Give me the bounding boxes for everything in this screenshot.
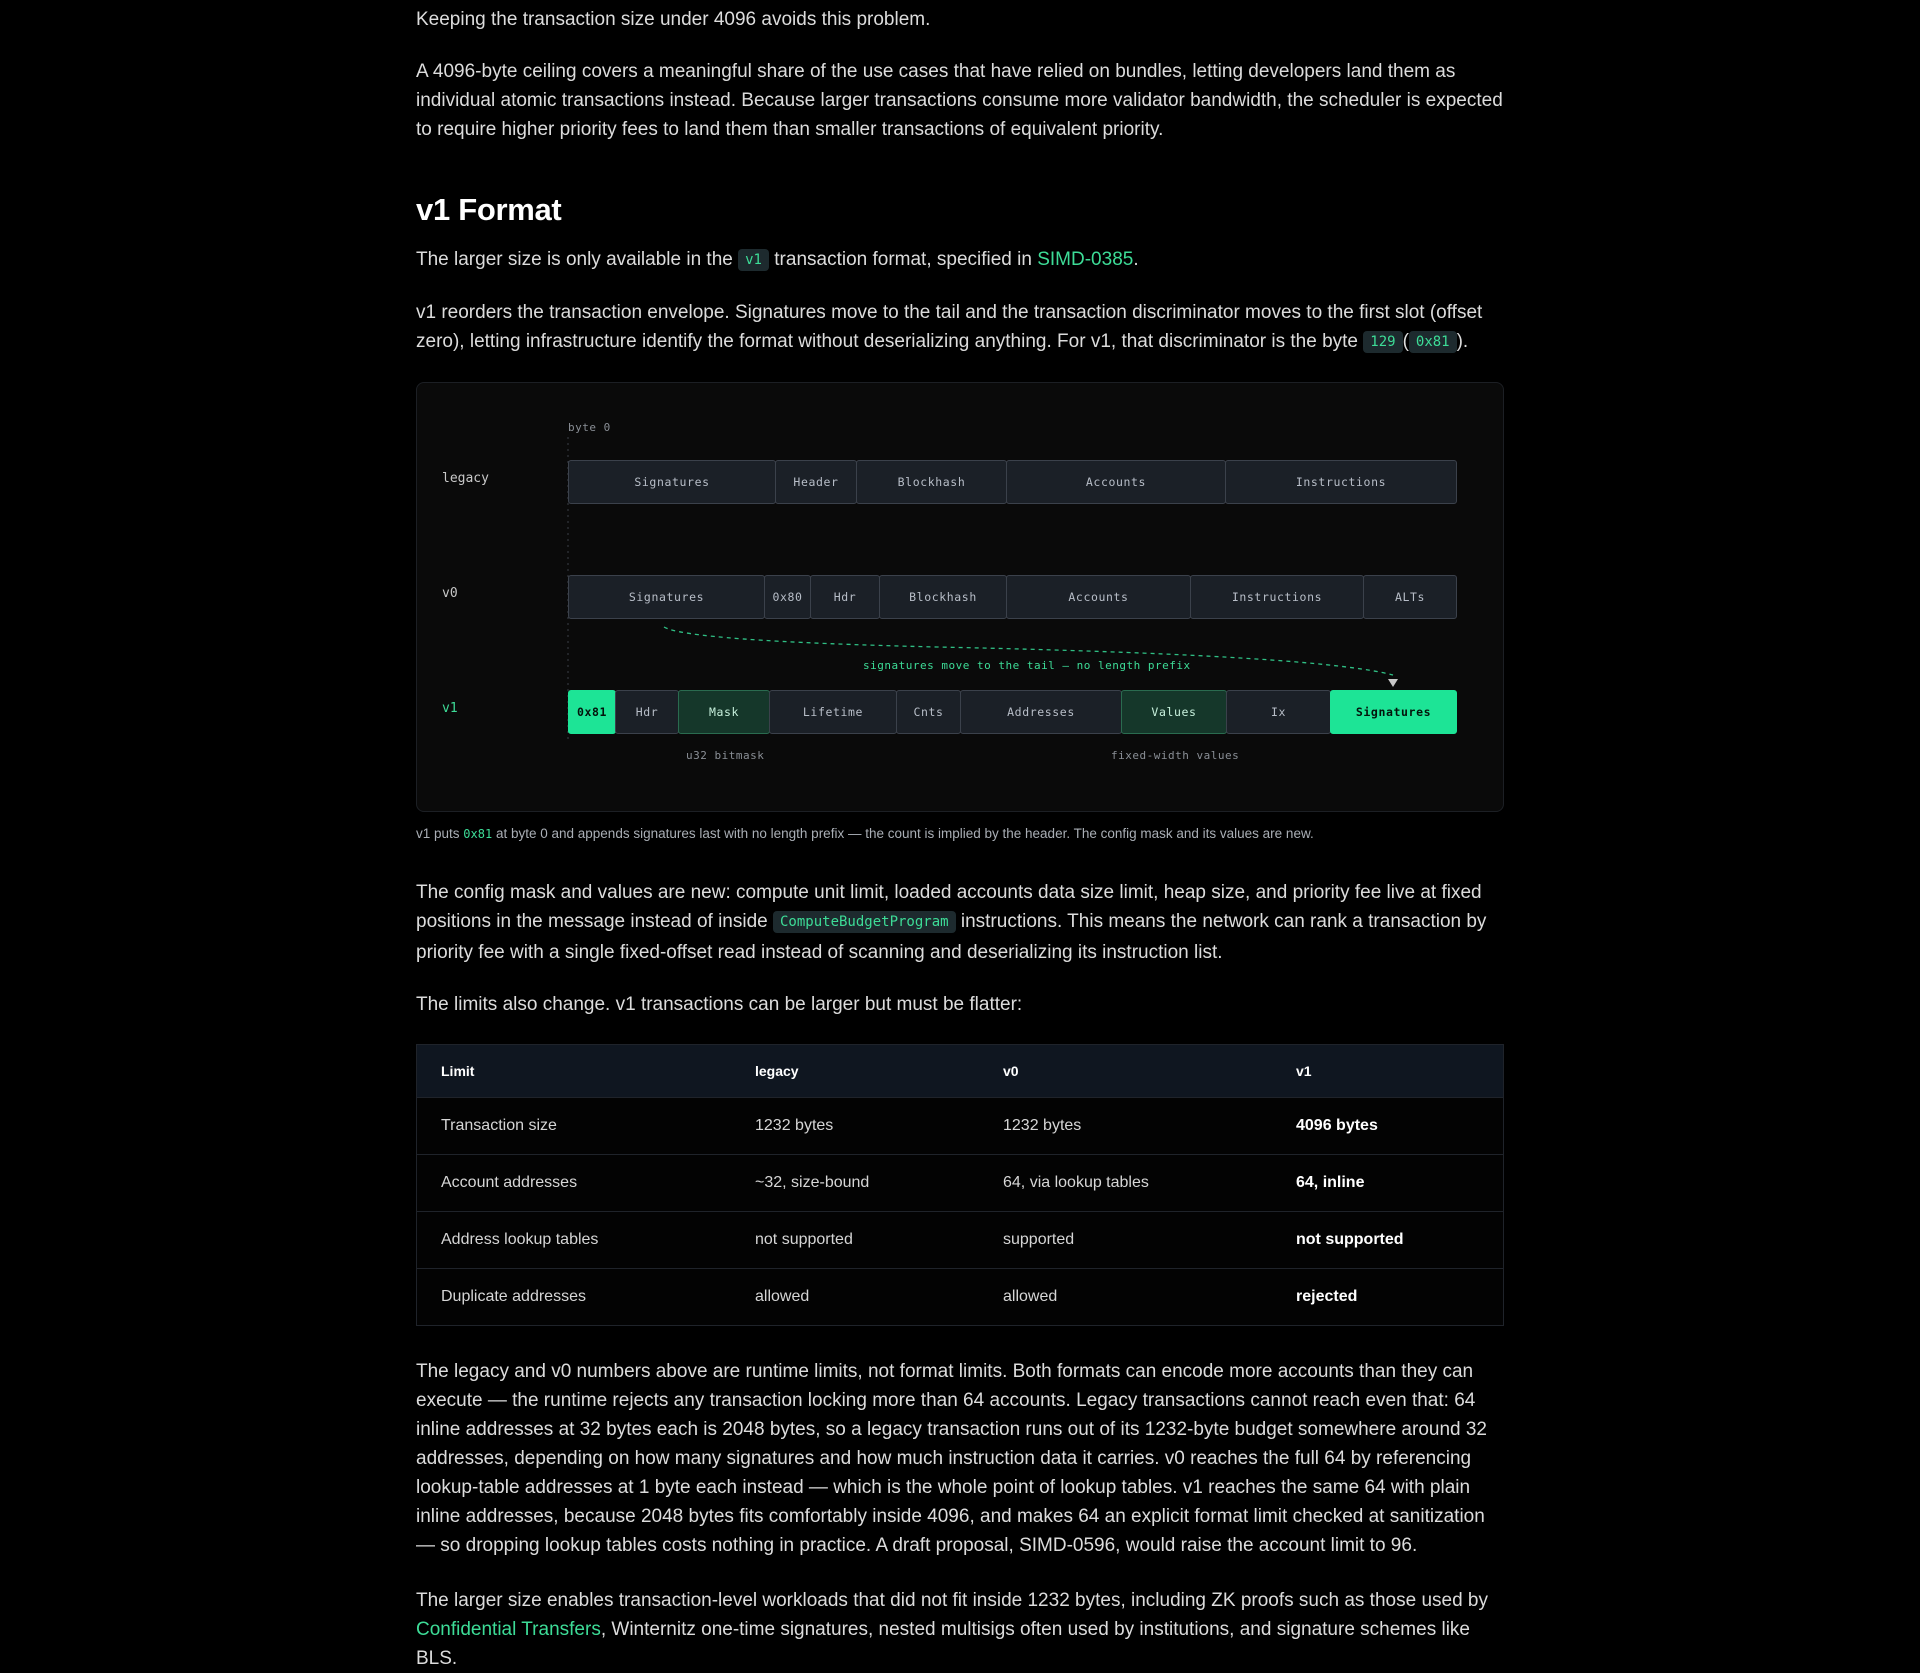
v1-hdr-segment: Hdr: [615, 690, 679, 734]
row-label-legacy: legacy: [442, 471, 489, 486]
row-label-v0: v0: [442, 586, 458, 601]
discriminator-text: v1 reorders the transaction envelope. Signatures move to the tail and the transaction discriminator moves to the first slot (offset zero), letting infrastructure identify the format without deserializing anything. For v1, that discriminator is the byte: [416, 302, 1483, 352]
arrow-note: signatures move to the tail — no length prefix: [863, 659, 1191, 672]
row-label-v1: v1: [442, 701, 458, 716]
table-row: [417, 1269, 1504, 1326]
cell-v0: allowed: [979, 1269, 1272, 1326]
cell-v0: 1232 bytes: [979, 1098, 1272, 1155]
v0-blockhash-segment: Blockhash: [879, 575, 1007, 619]
discriminator-paragraph: [416, 298, 1504, 358]
header-limit: Limit: [417, 1045, 732, 1098]
simd-0385-link[interactable]: SIMD-0385: [1037, 249, 1134, 270]
legacy-instructions-segment: Instructions: [1225, 460, 1457, 504]
limits-table: [416, 1044, 1504, 1326]
table-header-row: [417, 1045, 1504, 1098]
section-heading: v1 Format: [416, 192, 562, 227]
cell-limit: Transaction size: [417, 1098, 732, 1155]
cell-v1: 4096 bytes: [1272, 1098, 1504, 1155]
header-v1: v1: [1272, 1045, 1504, 1098]
v1-code: v1: [738, 249, 769, 271]
confidential-transfers-link[interactable]: Confidential Transfers: [416, 1619, 601, 1640]
v1-counts-segment: Cnts: [896, 690, 961, 734]
header-legacy: legacy: [731, 1045, 979, 1098]
cell-v0: 64, via lookup tables: [979, 1155, 1272, 1212]
format-text-b: transaction format, specified in: [774, 249, 1032, 270]
v0-alts-segment: ALTs: [1363, 575, 1457, 619]
paren-open: (: [1402, 331, 1409, 352]
limits-paragraph: The limits also change. v1 transactions can be larger but must be flatter:: [416, 994, 1023, 1015]
workloads-text-a: The larger size enables transaction-level workloads that did not fit inside 1232 bytes, including ZK proofs such as those used by: [416, 1590, 1488, 1611]
format-paragraph: [416, 245, 1504, 276]
cell-limit: Account addresses: [417, 1155, 732, 1212]
v1-mask-segment: Mask: [678, 690, 770, 734]
cell-v1: not supported: [1272, 1212, 1504, 1269]
mask-note: u32 bitmask: [686, 749, 765, 762]
byte0-label: byte 0: [568, 421, 611, 434]
v1-values-segment: Values: [1121, 690, 1227, 734]
legacy-signatures-segment: Signatures: [568, 460, 776, 504]
cell-limit: Address lookup tables: [417, 1212, 732, 1269]
paren-close: ).: [1456, 331, 1469, 352]
v0-prefix-segment: 0x80: [764, 575, 811, 619]
cell-limit: Duplicate addresses: [417, 1269, 732, 1326]
runtime-limits-paragraph: The legacy and v0 numbers above are runtime limits, not format limits. Both formats can encode more accounts than they can execute — the runtime rejects any transaction locking more than 64 accounts. Legacy transactions cannot reach even that: 64 inline addresses at 32 bytes each is 2048 bytes, so a legacy transaction runs out of its 1232-byte budget somewhere around 32 addresses, depending on how many signatures and how much instruction data it carries. v0 reaches the full 64 by referencing lookup-table addresses at 1 byte each instead — which is the whole point of lookup tables. v1 reaches the same 64 with plain inline addresses, because 2048 bytes fits comfortably inside 4096, and makes 64 an explicit format limit checked at sanitization — so dropping lookup tables costs nothing in practice. A draft proposal, SIMD-0596, would raise the account limit to 96.: [416, 1361, 1487, 1556]
format-text-c: .: [1133, 249, 1139, 270]
byte-129-code: 129: [1363, 331, 1402, 353]
config-text-a: The config mask and values are new: compute unit limit, loaded accounts data size limit, heap size, and priority fee live at fixed positions in the message instead of inside: [416, 882, 1482, 932]
cell-legacy: 1232 bytes: [731, 1098, 979, 1155]
v0-hdr-segment: Hdr: [810, 575, 880, 619]
v0-instructions-segment: Instructions: [1190, 575, 1364, 619]
intro-paragraph-1: Keeping the transaction size under 4096 avoids this problem.: [416, 9, 931, 30]
caption-text-a: v1 puts: [416, 826, 460, 841]
format-diagram: [416, 382, 1504, 812]
v1-lifetime-segment: Lifetime: [769, 690, 897, 734]
v1-addresses-segment: Addresses: [960, 690, 1122, 734]
table-row: [417, 1155, 1504, 1212]
v0-signatures-segment: Signatures: [568, 575, 765, 619]
diagram-caption: [416, 826, 1314, 841]
legacy-accounts-segment: Accounts: [1006, 460, 1226, 504]
caption-code: 0x81: [463, 827, 493, 841]
cell-legacy: allowed: [731, 1269, 979, 1326]
arrow-head-icon: [1388, 679, 1398, 687]
v1-discriminator-segment: 0x81: [568, 690, 616, 734]
cell-v0: supported: [979, 1212, 1272, 1269]
v1-ix-segment: Ix: [1226, 690, 1331, 734]
table-row: [417, 1212, 1504, 1269]
v0-accounts-segment: Accounts: [1006, 575, 1191, 619]
format-text-a: The larger size is only available in the: [416, 249, 733, 270]
table-row: [417, 1098, 1504, 1155]
workloads-paragraph: [416, 1586, 1504, 1673]
caption-text-b: at byte 0 and appends signatures last with no length prefix — the count is implied by the header. The config mask and its values are new.: [495, 826, 1314, 841]
header-v0: v0: [979, 1045, 1272, 1098]
legacy-blockhash-segment: Blockhash: [856, 460, 1007, 504]
cell-v1: 64, inline: [1272, 1155, 1504, 1212]
cell-legacy: not supported: [731, 1212, 979, 1269]
intro-paragraph-2: A 4096-byte ceiling covers a meaningful share of the use cases that have relied on bundles, letting developers land them as individual atomic transactions instead. Because larger transactions consume more validator bandwidth, the scheduler is expected to require higher priority fees to land them than smaller transactions of equivalent priority.: [416, 61, 1503, 140]
workloads-text-b: , Winternitz one-time signatures, nested multisigs often used by institutions, and signature schemes like BLS.: [416, 1619, 1470, 1669]
cell-v1: rejected: [1272, 1269, 1504, 1326]
legacy-header-segment: Header: [775, 460, 857, 504]
cell-legacy: ~32, size-bound: [731, 1155, 979, 1212]
compute-budget-code: ComputeBudgetProgram: [773, 911, 956, 933]
config-text-b: instructions. This means the network can rank a transaction by priority fee with a single fixed-offset read instead of scanning and deserializing its instruction list.: [416, 911, 1487, 963]
values-note: fixed-width values: [1111, 749, 1240, 762]
config-paragraph: [416, 878, 1504, 967]
v1-signatures-segment: Signatures: [1330, 690, 1457, 734]
hex-0x81-code: 0x81: [1409, 331, 1457, 353]
